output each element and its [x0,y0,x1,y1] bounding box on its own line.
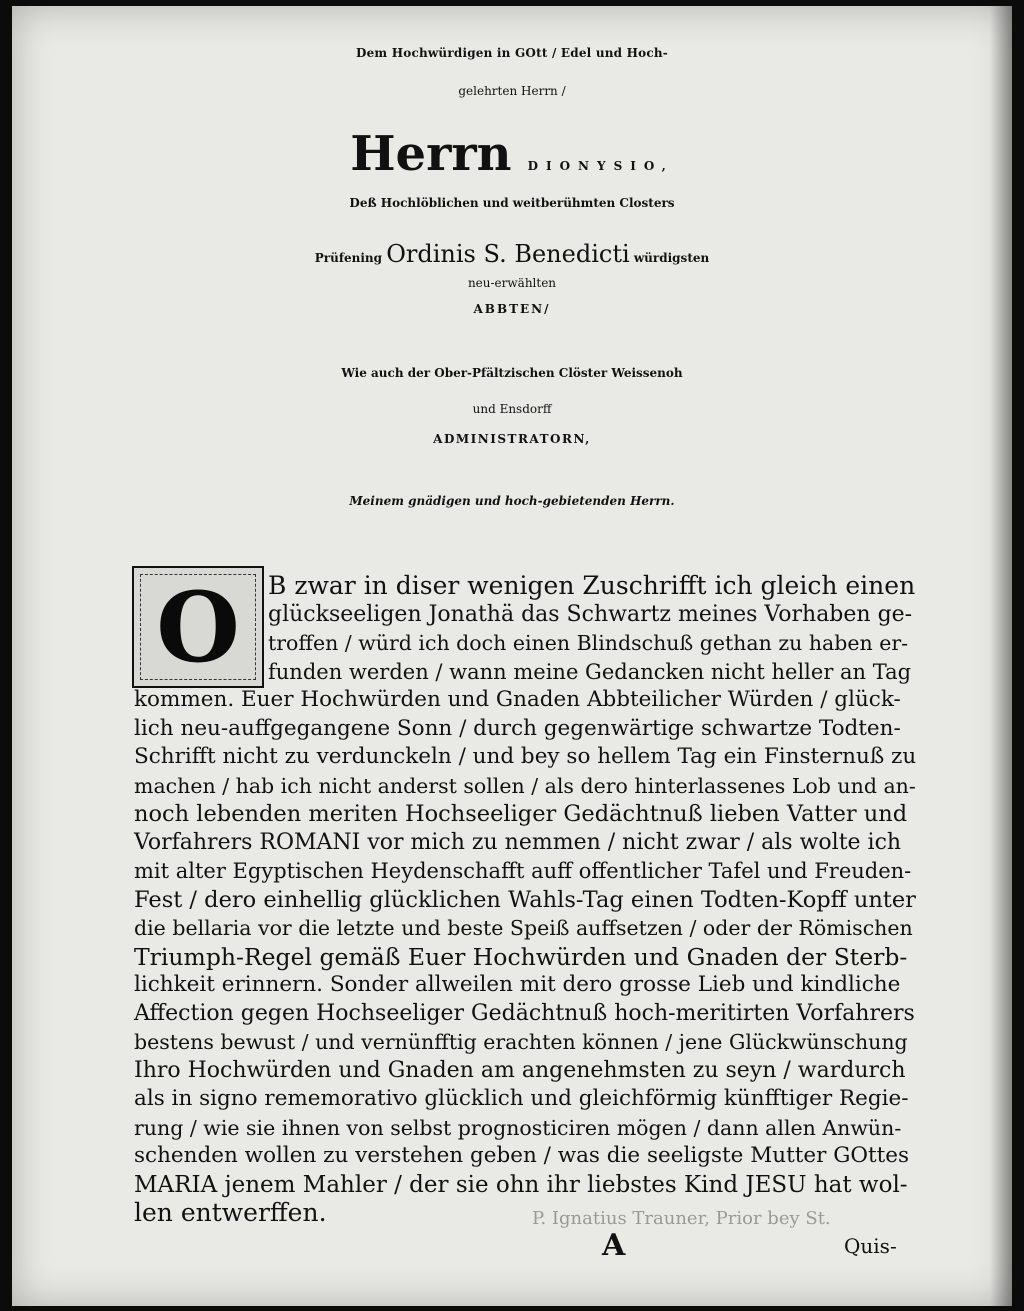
decorated-initial [132,566,264,688]
body-line: mit alter Egyptischen Heydenschafft auff offentlicher Tafel und Freuden- [134,859,912,883]
body-line: kommen. Euer Hochwürden und Gnaden Abbteilicher Würden / glück- [134,687,901,712]
heading-abbten: ABBTEN/ [473,302,551,316]
body-line: Schrifft nicht zu verdunckeln / und bey so hellem Tag ein Finsternuß zu [134,744,917,769]
body-line: lichkeit erinnern. Sonder allweilen mit dero grosse Lieb und kindliche [134,972,901,997]
body-line: Fest / dero einhellig glücklichen Wahls-Tag einen Todten-Kopff unter [134,886,916,913]
body-line: bestens bewust / und vernünfftig erachten können / jene Glückwünschung [134,1030,908,1054]
body-line: glückseeligen Jonathä das Schwartz meines Vorhaben ge- [268,601,913,627]
body-line: rung / wie sie ihnen von selbst prognosticiren mögen / dann allen Anwün- [134,1115,902,1140]
heading-dionysio: DIONYSIO, [527,159,674,173]
bleed-through-text: P. Ignatius Trauner, Prior bey St. [532,1208,831,1229]
heading-administratorn: ADMINISTRATORN, [433,432,591,446]
body-line: troffen / würd ich doch einen Blindschuß gethan zu haben er- [268,631,909,655]
heading-herrn: Herrn [350,126,512,182]
heading-line-5 [12,240,1012,268]
body-line: als in signo rememorativo glücklich und gleichförmig künfftiger Regie- [134,1086,909,1111]
catchword: Quis- [844,1234,897,1258]
heading-line-6: neu-erwählten [467,276,557,290]
body-line: len entwerffen. [134,1198,327,1227]
body-line: schenden wollen zu verstehen geben / was die seeligste Mutter GOttes [134,1143,910,1168]
body-line: Vorfahrers ROMANI vor mich zu nemmen / nicht zwar / als wolte ich [134,829,902,855]
heading-name-line [12,126,1012,182]
body-line: MARIA jenem Mahler / der sie ohn ihr liebstes Kind JESU hat wol- [134,1171,908,1198]
body-line: funden werden / wann meine Gedancken nicht heller an Tag [268,659,912,684]
heading-line-4: Deß Hochlöblichen und weitberühmten Closters [349,196,675,210]
heading-wuerdigsten: würdigsten [633,251,710,265]
body-line: Ihro Hochwürden und Gnaden am angenehmsten zu seyn / wardurch [134,1057,906,1083]
body-line: lich neu-auffgegangene Sonn / durch gegenwärtige schwartze Todten- [134,715,901,741]
initial-letter: O [156,570,240,684]
body-line: B zwar in diser wenigen Zuschrifft ich gleich einen [268,571,916,600]
heading-line-9: und Ensdorff [472,402,552,416]
signature-mark: A [602,1228,626,1263]
book-page [12,6,1012,1306]
heading-ordinis: Ordinis S. Benedicti [386,240,630,268]
heading-line-2: gelehrten Herrn / [458,84,566,98]
heading-line-8: Wie auch der Ober-Pfältzischen Clöster Weissenoh [341,366,683,380]
heading-line-1: Dem Hochwürdigen in GOtt / Edel und Hoch- [355,46,668,60]
body-line: die bellaria vor die letzte und beste Speiß auffsetzen / oder der Römischen [134,916,913,940]
body-line: noch lebenden meriten Hochseeliger Gedächtnuß lieben Vatter und [134,801,908,827]
body-line: Triumph-Regel gemäß Euer Hochwürden und Gnaden der Sterb- [134,942,908,971]
body-line: Affection gegen Hochseeliger Gedächtnuß hoch-meritirten Vorfahrers [134,1000,915,1026]
heading-pruefening: Prüfening [314,251,383,265]
body-line: machen / hab ich nicht anderst sollen / als dero hinterlassenes Lob und an- [134,773,916,798]
heading-dedication: Meinem gnädigen und hoch-gebietenden Herrn. [349,494,675,508]
